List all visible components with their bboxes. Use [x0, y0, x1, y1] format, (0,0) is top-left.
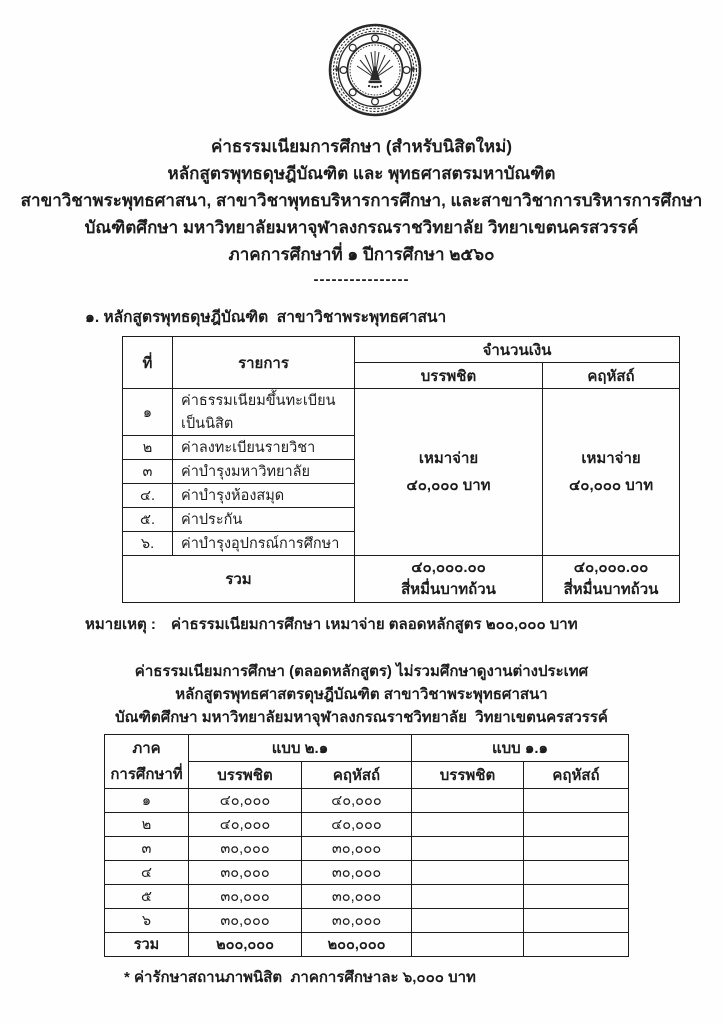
footnote: * ค่ารักษาสถานภาพนิสิต ภาคการศึกษาละ ๖,๐๐๐ บาท: [124, 969, 476, 986]
total-amount: ๔๐,๐๐๐.๐๐: [573, 559, 649, 576]
plan11-ordained-value: [412, 813, 524, 837]
plan21-lay-value: ๔๐,๐๐๐: [302, 813, 412, 837]
lump-sum-lay: [543, 389, 680, 556]
section2-title-line-1: ค่าธรรมเนียมการศึกษา (ตลอดหลักสูตร) ไม่รวมศึกษาดูงานต่างประเทศ: [134, 663, 589, 680]
row-item: ค่าบำรุงห้องสมุด: [173, 484, 355, 508]
total-amount-text: สี่หมื่นบาทถ้วน: [401, 581, 496, 598]
plan21-ordained-value: ๓๐,๐๐๐: [189, 837, 302, 861]
row-item: ค่าประกัน: [173, 508, 355, 532]
fees-col-amount: จำนวนเงิน: [355, 337, 680, 363]
row-item: ค่าธรรมเนียมขึ้นทะเบียนเป็นนิสิต: [173, 389, 355, 436]
row-item: ค่าบำรุงมหาวิทยาลัย: [173, 460, 355, 484]
table-row: [105, 861, 629, 885]
plan21-ordained-value: ๓๐,๐๐๐: [189, 885, 302, 909]
document-title-block: [0, 133, 723, 268]
title-line-1: ค่าธรรมเนียมการศึกษา (สำหรับนิสิตใหม่): [210, 137, 512, 156]
semester-no: ๕: [105, 885, 189, 909]
fees-col-ordained: บรรพชิต: [355, 363, 543, 389]
plan21-lay-value: ๓๐,๐๐๐: [302, 885, 412, 909]
plan21-lay-value: ๓๐,๐๐๐: [302, 837, 412, 861]
semester-no: ๓: [105, 837, 189, 861]
plan11-lay-header: คฤหัสถ์: [524, 762, 629, 789]
semester-label-line2: การศึกษาที่: [110, 765, 183, 783]
lump-sum-amount: ๔๐,๐๐๐ บาท: [406, 477, 491, 494]
title-line-3: สาขาวิชาพระพุทธศาสนา, สาขาวิชาพุทธบริหารการศึกษา, และสาขาวิชาการบริหารการศึกษา: [20, 191, 703, 210]
fees-table: [122, 336, 680, 603]
plan11-lay-value: [524, 909, 629, 933]
plan11-ordained-value: [412, 789, 524, 813]
plan21-ordained-value: ๔๐,๐๐๐: [189, 789, 302, 813]
total-lay: [543, 556, 680, 603]
logo-container: [0, 0, 723, 123]
total-amount: ๔๐,๐๐๐.๐๐: [411, 559, 486, 576]
plan11-lay-value: [524, 789, 629, 813]
plan21-ordained-value: ๓๐,๐๐๐: [189, 861, 302, 885]
plan11-ordained-header: บรรพชิต: [412, 762, 524, 789]
plan21-ordained-value: ๔๐,๐๐๐: [189, 813, 302, 837]
semester-no: ๖: [105, 909, 189, 933]
semester-no: ๒: [105, 813, 189, 837]
plan21-lay-total: ๒๐๐,๐๐๐: [302, 933, 412, 957]
semester-no: ๑: [105, 789, 189, 813]
total-row: [105, 933, 629, 957]
section1-heading: ๑. หลักสูตรพุทธดุษฎีบัณฑิต สาขาวิชาพระพุทธศาสนา: [85, 309, 447, 326]
plan11-lay-value: [524, 861, 629, 885]
note-line: [85, 612, 723, 636]
title-line-4: บัณฑิตศึกษา มหาวิทยาลัยมหาจุฬาลงกรณราชวิทยาลัย วิทยาเขตนครสวรรค์: [84, 218, 639, 237]
plan11-lay-value: [524, 885, 629, 909]
semester-col-header: [105, 735, 189, 789]
plan11-ordained-value: [412, 909, 524, 933]
total-label: รวม: [123, 556, 355, 603]
row-item: ค่าลงทะเบียนรายวิชา: [173, 436, 355, 460]
fees-col-item: รายการ: [173, 337, 355, 389]
title-line-5: ภาคการศึกษาที่ ๑ ปีการศึกษา ๒๕๖๐: [228, 245, 495, 264]
total-amount-text: สี่หมื่นบาทถ้วน: [563, 581, 659, 598]
semester-label-line1: ภาค: [132, 739, 161, 757]
plan11-ordained-value: [412, 861, 524, 885]
table-row: [105, 789, 629, 813]
plan21-lay-header: คฤหัสถ์: [302, 762, 412, 789]
dashed-separator: ----------------: [313, 271, 410, 288]
section2-title-line-3: บัณฑิตศึกษา มหาวิทยาลัยมหาจุฬาลงกรณราชวิทยาลัย วิทยาเขตนครสวรรค์: [115, 709, 608, 726]
plan21-lay-value: ๓๐,๐๐๐: [302, 861, 412, 885]
university-seal-icon: [327, 22, 423, 118]
lump-sum-ordained: [355, 389, 543, 556]
note-text: ค่าธรรมเนียมการศึกษา เหมาจ่าย ตลอดหลักสูตร ๒๐๐,๐๐๐ บาท: [171, 616, 578, 633]
fees-col-no: ที่: [123, 337, 173, 389]
plan11-lay-value: [524, 837, 629, 861]
note-label: หมายเหตุ :: [85, 616, 156, 633]
plan11-ordained-value: [412, 885, 524, 909]
row-no: ๑: [123, 389, 173, 436]
plan11-header: แบบ ๑.๑: [412, 735, 629, 762]
lump-sum-label: เหมาจ่าย: [418, 450, 479, 467]
plan21-lay-value: ๓๐,๐๐๐: [302, 909, 412, 933]
total-label: รวม: [105, 933, 189, 957]
plan11-ordained-total: [412, 933, 524, 957]
row-no: ๔.: [123, 484, 173, 508]
section2-title-line-2: หลักสูตรพุทธศาสตรดุษฎีบัณฑิต สาขาวิชาพระพุทธศาสนา: [175, 686, 548, 703]
row-no: ๓: [123, 460, 173, 484]
lump-sum-amount: ๔๐,๐๐๐ บาท: [568, 477, 654, 494]
lump-sum-label: เหมาจ่าย: [581, 450, 641, 467]
table-row: [105, 813, 629, 837]
plan21-ordained-header: บรรพชิต: [189, 762, 302, 789]
table-row: [105, 909, 629, 933]
row-item: ค่าบำรุงอุปกรณ์การศึกษา: [173, 532, 355, 556]
plan11-ordained-value: [412, 837, 524, 861]
table-row: [123, 389, 680, 436]
plan21-header: แบบ ๒.๑: [189, 735, 412, 762]
total-ordained: [355, 556, 543, 603]
plan21-ordained-total: ๒๐๐,๐๐๐: [189, 933, 302, 957]
title-line-2: หลักสูตรพุทธดุษฎีบัณฑิต และ พุทธศาสตรมหาบัณฑิต: [167, 164, 556, 183]
semester-fees-table: [104, 734, 629, 957]
table-row: [105, 885, 629, 909]
table-row: [105, 837, 629, 861]
row-no: ๒: [123, 436, 173, 460]
semester-no: ๔: [105, 861, 189, 885]
section2-title-block: [0, 660, 723, 729]
row-no: ๕.: [123, 508, 173, 532]
row-no: ๖.: [123, 532, 173, 556]
plan21-ordained-value: ๓๐,๐๐๐: [189, 909, 302, 933]
total-row: [123, 556, 680, 603]
plan11-lay-value: [524, 813, 629, 837]
plan21-lay-value: ๔๐,๐๐๐: [302, 789, 412, 813]
plan11-lay-total: [524, 933, 629, 957]
fees-col-lay: คฤหัสถ์: [543, 363, 680, 389]
